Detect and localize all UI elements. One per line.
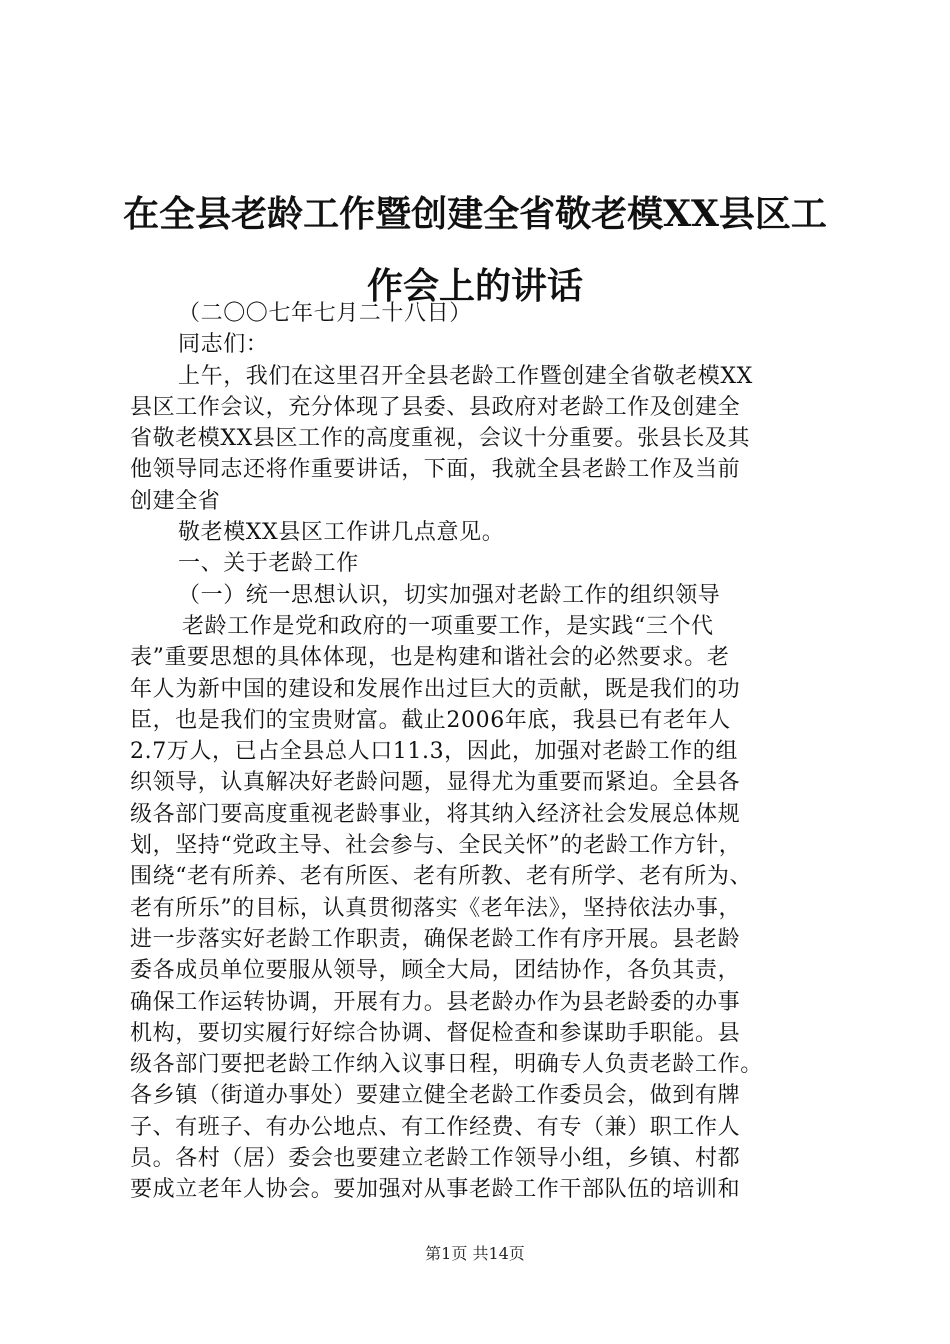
paragraph-line: 年人为新中国的建设和发展作出过巨大的贡献，既是我们的功 [130,676,741,702]
paragraph-line: 进一步落实好老龄工作职责，确保老龄工作有序开展。县老龄 [130,926,741,952]
intro-line: 省敬老模XX县区工作的高度重视，会议十分重要。张县长及其 [130,426,751,452]
paragraph-line: 表”重要思想的具体体现，也是构建和谐社会的必然要求。老 [130,645,730,671]
paragraph-line: 各乡镇（街道办事处）要建立健全老龄工作委员会，做到有牌 [130,1083,741,1109]
date-line: （二〇〇七年七月二十八日） [178,301,472,326]
title-line-1: 在全县老龄工作暨创建全省敬老模XX县区工 [123,193,827,235]
paragraph-line: 确保工作运转协调，开展有力。县老龄办作为县老龄委的办事 [130,989,741,1015]
intro-line: 县区工作会议，充分体现了县委、县政府对老龄工作及创建全 [130,394,741,420]
salutation: 同志们： [178,332,269,358]
paragraph-line: 级各部门要高度重视老龄事业，将其纳入经济社会发展总体规 [130,801,741,827]
page-footer [0,1244,950,1264]
paragraph-line: 织领导，认真解决好老龄问题，显得尤为重要而紧迫。全县各 [130,770,741,796]
intro-line: 上午，我们在这里召开全县老龄工作暨创建全省敬老模XX [178,363,753,389]
paragraph-line: 级各部门要把老龄工作纳入议事日程，明确专人负责老龄工作。 [130,1052,763,1078]
paragraph-line: 委各成员单位要服从领导，顾全大局，团结协作，各负其责， [130,958,741,984]
title-line-2: 作会上的讲话 [366,265,583,307]
paragraph-line: 老龄工作是党和政府的一项重要工作，是实践“三个代 [182,613,714,639]
paragraph-line: 机构，要切实履行好综合协调、督促检查和参谋助手职能。县 [130,1020,741,1046]
section-heading: 一、关于老龄工作 [178,551,359,577]
paragraph-line: 2.7万人，已占全县总人口11.3，因此，加强对老龄工作的组 [130,739,738,765]
subsection-heading: （一）统一思想认识，切实加强对老龄工作的组织领导 [178,582,721,608]
document-body [130,298,834,1206]
page-number-label: 第1页 共14页 [425,1244,525,1263]
paragraph-line: 子、有班子、有办公地点、有工作经费、有专（兼）职工作人 [130,1114,741,1140]
intro-continuation: 敬老模XX县区工作讲几点意见。 [178,520,505,546]
paragraph-line: 老有所乐”的目标，认真贯彻落实《老年法》，坚持依法办事， [130,895,742,921]
paragraph-line: 要成立老年人协会。要加强对从事老龄工作干部队伍的培训和 [130,1177,741,1203]
paragraph-line: 臣，也是我们的宝贵财富。截止2006年底，我县已有老年人 [130,707,731,733]
intro-line: 他领导同志还将作重要讲话，下面，我就全县老龄工作及当前 [130,457,741,483]
paragraph-line: 围绕“老有所养、老有所医、老有所教、老有所学、老有所为、 [130,864,753,890]
paragraph-line: 员。各村（居）委会也要建立老龄工作领导小组，乡镇、村都 [130,1146,741,1172]
paragraph-line: 划，坚持“党政主导、社会参与、全民关怀”的老龄工作方针， [130,833,742,859]
intro-line: 创建全省 [130,488,221,514]
